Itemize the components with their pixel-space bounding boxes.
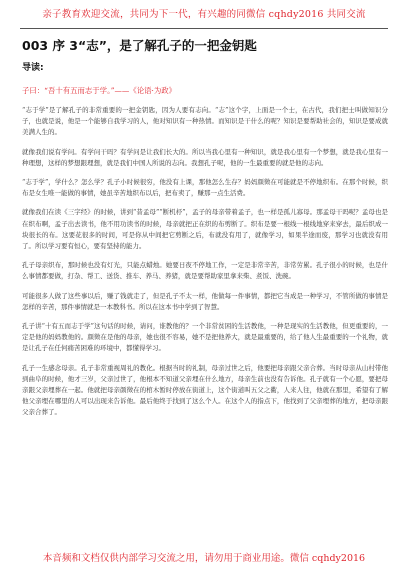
guide-heading: 导读:	[22, 63, 44, 73]
header-banner: 亲子教育欢迎交流，共同为下一代，有兴趣的同微信 cqhdy2016 共同交流	[42, 9, 366, 20]
document-title: 003 序 3“志”，是了解孔子的一把金钥匙	[22, 38, 257, 53]
paragraph: 孔子讲“十有五而志于学”这句话的时候，请问，谁教他的？一个非常贫困的生活教他，一种是现实的生活教他，但更重要的，一定是他的妈妈教他的。颜徵在是他的母亲，她也很不容易，她不是把他养大，就是最重要的，给了他人生最重要的一个礼物，就是让孔子在任何痛苦困难的环境中，都懂得学习。	[22, 322, 388, 353]
paragraph: 孔子母亲织布，那时候也没有灯光，只能点蜡烛。她要日夜不停地工作，一定是非常辛苦，非常劳累。孔子很小的时候，也是什么事情都要做，打杂、帮工、送货、推车、养马、养猪，就是要帮助家里拿来柴、煮饭、洗碗。	[22, 261, 388, 281]
paragraph: 就像我们在读《三字经》的时候，讲到“昔孟母”“断机杼”，孟子的母亲带着孟子，也一样是孤儿寡母。那孟母干吗呢？孟母也是在织布啊，孟子出去读书，他不用功读书的时候，母亲就把正在织的布剪断了。织布是要一根线一根线地穿来穿去，最后织成一块很长的布。这要花很多的时间，可是你从中间把它剪断之后，布就没有用了，就像学习，如果半途而废，那学习也就没有用了。所以学习要有恒心，要有坚持的能力。	[22, 208, 388, 251]
header-divider	[20, 28, 388, 29]
footer-notice: 本音频和文档仅供内部学习交流之用，请勿用于商业用途。微信 cqhdy2016	[42, 553, 366, 564]
paragraph: “志于学”，学什么？怎么学？孔子小时候很穷，他没有上课，那他怎么生存？妈妈颜徵在可能就是不停地织布。在那个时候，织布是女生唯一能做的事情，她虽辛苦地织布以后，把布卖了，赚那一点生活费。	[22, 178, 388, 198]
paragraph: “志于学”是了解孔子的非常重要的一把金钥匙，因为人要有志向。“志”这个字，上面是一个士，在古代，我们把士叫做知识分子，也就是说，他是一个能够自我学习的人，他对知识有一种热情。而知识是干什么的呢？知识是要帮助社会的，知识是要成就美满人生的。	[22, 106, 388, 137]
paragraph: 就像我们说有学问。有学问干吗？有学问是让我们长大的。所以当我心里有一种知识，就是我心里有一个梦想，就是我心里有一种理想，这样的梦想跟理想，就是我们中国人所说的志向。我想孔子呢，他的一生最重要的就是他的志向。	[22, 147, 388, 167]
paragraph: 孔子一生感念母亲。孔子非常重视周礼的教化。根据当时的礼制，母亲过世之后，他要把母亲跟父亲合葬。当时母亲从山村带他到曲阜的时候，他才三岁，父亲过世了，他根本不知道父亲埋在什么地方，母亲生前也没有告诉他。孔子就有一个心愿，要把母亲跟父亲埋葬在一起。他就把母亲颜徵在的棺木暂时停放在街道上，这个街道叫五父之衢，人来人往，他就在那里，希望有了解他父亲埋在哪里的人可以出现来告诉他。最后他终于找到了这么个人。在这个人的指点下，他找到了父亲埋葬的地方，把母亲跟父亲合葬了。	[22, 363, 388, 417]
paragraph: 可能很多人做了这些事以后，赚了钱就走了，但是孔子不太一样，他做每一件事情，都把它当成是一种学习，不管所做的事情是怎样的辛苦，那件事情就是一本教科书。所以在这本书中学到了智慧。	[22, 291, 388, 311]
confucius-quote: 子曰：“吾十有五而志于学。”——《论语·为政》	[22, 86, 177, 95]
article-body	[22, 105, 388, 427]
